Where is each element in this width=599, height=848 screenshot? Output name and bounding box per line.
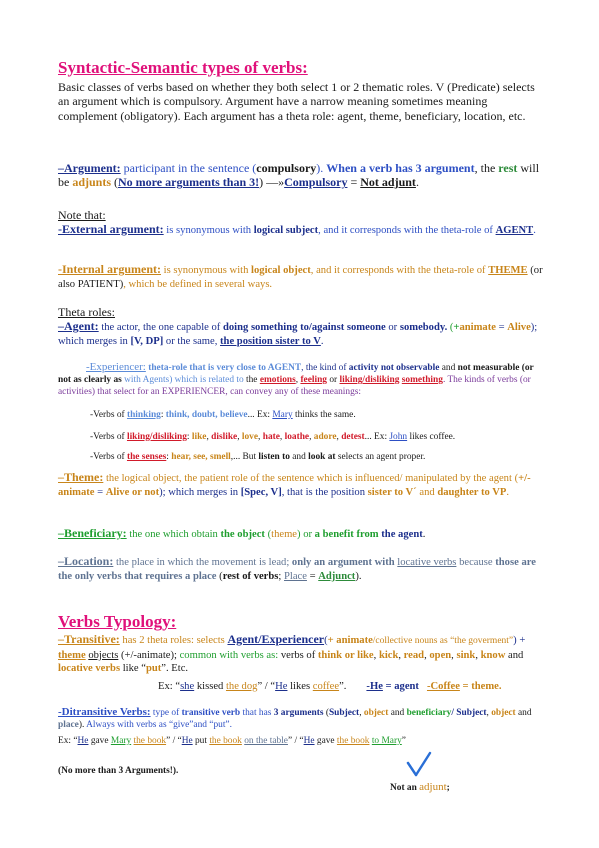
text-span: -Verbs of <box>90 452 127 462</box>
text-span: ). <box>355 570 362 582</box>
text-span: Not adjunt <box>360 175 416 190</box>
text-span: locative verbs <box>58 663 121 675</box>
text-span: or the same, <box>163 335 221 347</box>
text-span: , which be defined in several ways. <box>123 278 273 290</box>
text-span: daughter to VP <box>437 486 507 498</box>
text-span: Alive or not <box>105 486 160 498</box>
experiencer-definition <box>58 361 548 399</box>
text-span: : <box>186 432 192 442</box>
text-span: When a verb has 3 argument <box>326 161 475 175</box>
text-span: +/- animate <box>58 473 531 498</box>
text-span: likes <box>287 681 313 692</box>
text-span: ; <box>278 570 284 582</box>
text-span: -Experiencer: <box>86 361 146 373</box>
text-span: , <box>336 432 342 442</box>
text-span: –Theme: <box>58 470 104 484</box>
text-span: and <box>505 649 524 661</box>
text-span: Ex: “ <box>158 681 181 692</box>
text-span: locative verbs <box>397 557 457 568</box>
text-span: + animate <box>327 635 373 646</box>
text-span: Always with verbs as “give”and “put”. <box>86 720 232 731</box>
page-title: Syntactic-Semantic types of verbs: <box>58 58 308 77</box>
text-span: , <box>475 649 481 661</box>
theta-roles-heading: Theta roles: <box>58 305 115 319</box>
text-span: only an argument with <box>291 557 395 568</box>
text-span: ). <box>316 161 327 175</box>
text-span: Ex: “ <box>58 736 78 746</box>
text-span: ... Ex: <box>247 410 273 420</box>
text-span: ( <box>111 175 119 190</box>
text-span: theta-role that is very close to AGENT <box>145 363 302 373</box>
text-span: the one which obtain <box>126 529 221 540</box>
text-span: sink <box>456 649 476 661</box>
text-span: , <box>373 649 379 661</box>
location-definition <box>58 555 548 583</box>
text-span: is synonymous with <box>163 225 254 236</box>
text-span: compulsory <box>256 161 317 175</box>
text-span: -External argument: <box>58 222 164 236</box>
text-span: dislike <box>211 432 238 442</box>
text-span: He <box>77 736 89 746</box>
text-span: ; <box>446 783 450 793</box>
text-span: ); which merges in <box>159 486 241 498</box>
checkmark-arrow-icon <box>404 751 434 781</box>
text-span: and <box>388 708 407 718</box>
text-span: , and it corresponds with the theta-role of <box>310 265 489 276</box>
text-span: listen to <box>258 452 290 462</box>
text-span: AGENT <box>495 225 534 236</box>
text-span: He <box>275 681 288 692</box>
text-span: object <box>491 708 516 718</box>
text-span: , <box>237 432 242 442</box>
text-span: put <box>192 736 210 746</box>
text-span: ). <box>78 720 87 731</box>
text-span: type of <box>150 708 182 718</box>
text-span: , the <box>474 161 499 175</box>
text-span: the book <box>209 736 242 746</box>
text-span: the book <box>133 736 167 746</box>
text-span: ” / “ <box>166 736 182 746</box>
text-span: or <box>327 375 340 386</box>
text-span: ( <box>216 570 223 582</box>
not-an-adjunt-note <box>390 781 540 794</box>
text-span: something <box>401 375 443 386</box>
text-span: Compulsory <box>284 175 348 190</box>
text-span: , the kind of <box>301 363 349 373</box>
text-span: /collective nouns as “the goverment” <box>372 636 514 646</box>
text-span: ) + <box>513 635 526 646</box>
text-span: ( <box>264 529 272 540</box>
text-span: with Agents) which is <box>121 375 209 386</box>
text-span: think, doubt, believe <box>165 410 248 420</box>
text-span: thinking <box>126 410 161 420</box>
text-span: , <box>359 708 364 718</box>
text-span: Adjunct <box>318 570 356 582</box>
text-span: ) —» <box>259 175 285 190</box>
text-span: love <box>241 432 259 442</box>
no-more-note: (No more than 3 Arguments!). <box>58 766 179 776</box>
text-span: ( <box>447 322 454 333</box>
text-span: = <box>94 486 106 498</box>
text-span: feeling <box>300 375 327 386</box>
text-span: –Beneficiary: <box>58 526 127 540</box>
text-span: ( <box>324 635 328 646</box>
text-span: , <box>309 432 314 442</box>
external-argument-definition <box>58 223 548 238</box>
text-span: ” / “ <box>257 681 276 692</box>
text-span: put <box>145 663 162 675</box>
text-span: , <box>424 649 430 661</box>
text-span: . <box>506 486 510 498</box>
text-span: place <box>58 720 79 731</box>
text-span: the actor, the one capable of <box>98 322 223 333</box>
text-span: adjunts <box>72 175 112 190</box>
text-span: a benefit from <box>314 529 379 540</box>
text-span: Subject <box>328 708 360 718</box>
text-span: logical subject <box>253 225 319 236</box>
text-span: object <box>363 708 389 718</box>
text-span: ”. Etc. <box>161 663 189 675</box>
text-span: rest of verbs <box>222 570 279 582</box>
text-span: that has <box>240 708 274 718</box>
text-span: ” <box>401 736 406 746</box>
text-span: has 2 theta roles: selects <box>119 635 228 646</box>
text-span: He <box>181 736 193 746</box>
text-span: or <box>385 322 400 333</box>
text-span: kick <box>378 649 399 661</box>
text-span: -Coffee <box>426 681 460 692</box>
text-span: , <box>451 649 457 661</box>
text-span: (+/-animate); <box>118 649 180 661</box>
ditransitive-definition <box>58 706 548 731</box>
text-span: , <box>486 708 492 718</box>
text-span: = <box>495 322 508 333</box>
agent-definition <box>58 320 548 348</box>
text-span: [Spec, V] <box>240 486 282 498</box>
text-span: . <box>422 529 426 540</box>
text-span: gave <box>88 736 111 746</box>
ditransitive-example <box>58 735 548 747</box>
text-span: selects an agent proper. <box>335 452 426 462</box>
text-span: to Mary <box>371 736 402 746</box>
text-span: the place in which the movement is lead; <box>113 557 292 568</box>
text-span: ,... But <box>230 452 259 462</box>
text-span: / Subject <box>451 708 487 718</box>
text-span: –Transitive: <box>58 632 120 646</box>
verbs-liking-line <box>58 431 580 443</box>
text-span: is synonymous with <box>160 265 252 276</box>
text-span: on the table <box>244 736 288 746</box>
text-span: doing something to/against someone <box>222 322 386 333</box>
text-span: read <box>403 649 425 661</box>
text-span: –Agent: <box>58 319 99 333</box>
text-span: coffee <box>312 681 340 692</box>
text-span: -He <box>366 681 383 692</box>
internal-argument-definition <box>58 263 548 291</box>
text-span: ... Ex: <box>364 432 390 442</box>
text-span: + <box>453 322 460 333</box>
text-span: and <box>439 363 458 373</box>
text-span: the agent <box>381 529 423 540</box>
theme-definition <box>58 471 548 499</box>
argument-term: –Argument: <box>58 161 121 175</box>
text-span: Alive <box>507 322 531 333</box>
text-span: = <box>347 175 361 190</box>
text-span: the book <box>336 736 370 746</box>
text-span: like “ <box>120 663 146 675</box>
text-span: ); which merges in <box>58 322 538 347</box>
text-span: [V, DP] <box>130 335 164 347</box>
note-that-heading: Note that: <box>58 208 106 222</box>
text-span: . The kinds of verbs (or activities) that select for an EXPERIENCER, can convey any of these meanings: <box>58 375 531 398</box>
text-span: No more arguments than 3! <box>118 175 260 190</box>
text-span: Mary <box>272 410 293 420</box>
verbs-senses-line <box>58 451 580 463</box>
argument-definition <box>58 161 548 190</box>
text-span: -Verbs of <box>90 432 127 442</box>
text-span: participant in the sentence ( <box>120 161 257 175</box>
text-span: sister to V´ <box>367 486 417 498</box>
text-span: related to <box>208 375 244 386</box>
text-span: adore <box>313 432 337 442</box>
typology-heading: Verbs Typology: <box>58 612 177 631</box>
text-span: Place <box>284 570 307 582</box>
intro-paragraph: Basic classes of verbs based on whether they both select 1 or 2 thematic roles. V (Predicate) selects an argument which is compulsory. Argument have a narrow meaning sometimes meaning complement (obligatory). Each argument has a theta role: agent, theme, beneficiary, location, etc. <box>58 80 535 123</box>
text-span: like <box>191 432 207 442</box>
text-span: , <box>295 375 301 386</box>
text-span: , and it corresponds with the theta-role of <box>318 225 496 236</box>
text-span: the logical object, the patient role of the sentence which is influenced/ manipulated by the agent ( <box>103 473 519 484</box>
text-span: gave <box>314 736 337 746</box>
text-span: thinks the same. <box>292 410 356 420</box>
text-span: logical object <box>251 265 311 276</box>
text-span: John <box>389 432 408 442</box>
text-span: Mary <box>110 736 132 746</box>
text-span: = agent <box>382 681 419 692</box>
text-span: verbs of <box>278 649 318 661</box>
text-span: THEME <box>488 265 528 276</box>
text-span: objects <box>88 649 119 661</box>
text-span: likes coffee. <box>407 432 456 442</box>
text-span: and <box>289 452 309 462</box>
text-span: , <box>279 432 285 442</box>
text-span: common with verbs as: <box>179 649 279 661</box>
text-span: she <box>180 681 195 692</box>
text-span: (or also PATIENT) <box>58 265 543 290</box>
text-span: and <box>515 708 532 718</box>
text-span: : <box>166 452 172 462</box>
text-span: : <box>160 410 166 420</box>
transitive-definition <box>58 633 548 676</box>
text-span: liking/disliking <box>339 375 400 386</box>
text-span: open <box>429 649 452 661</box>
text-span: = <box>306 570 319 582</box>
text-span: , <box>258 432 263 442</box>
text-span: the object <box>220 529 265 540</box>
text-span: the position sister to V <box>220 335 321 347</box>
text-span: liking/disliking <box>126 432 187 442</box>
text-span: Not an <box>390 783 420 793</box>
text-span: will be <box>58 161 540 190</box>
text-span: rest <box>498 161 518 175</box>
text-span: emotions <box>259 375 296 386</box>
text-span: 3 arguments <box>273 708 324 718</box>
text-span: -Verbs of <box>90 410 127 420</box>
text-span: theme <box>271 529 298 540</box>
beneficiary-definition <box>58 527 548 542</box>
text-span: beneficiary <box>406 708 452 718</box>
transitive-example <box>158 680 558 694</box>
text-span: think or like <box>317 649 374 661</box>
text-span: look at <box>308 452 336 462</box>
text-span: -Internal argument: <box>58 262 161 276</box>
text-span: kissed <box>194 681 226 692</box>
verbs-thinking-line <box>58 409 580 421</box>
text-span: somebody. <box>399 322 448 333</box>
text-span: , <box>398 649 404 661</box>
text-span: = theme. <box>459 681 502 692</box>
text-span: He <box>303 736 315 746</box>
text-span: know <box>480 649 506 661</box>
text-span: and <box>416 486 438 498</box>
text-span: those are the only verbs that requires a place <box>58 557 536 582</box>
text-span: Agent/Experiencer <box>227 632 325 646</box>
text-span: , that is the position <box>281 486 368 498</box>
text-span: the <box>243 375 260 386</box>
text-span: the senses <box>126 452 167 462</box>
text-span: the dog <box>225 681 258 692</box>
text-span: animate <box>459 322 496 333</box>
text-span: transitive verb <box>181 708 241 718</box>
text-span: hear, see, smell <box>171 452 231 462</box>
text-span: detest <box>341 432 365 442</box>
text-span: ( <box>323 708 329 718</box>
text-span: activity not observable <box>348 363 440 373</box>
text-span: . <box>415 175 419 190</box>
text-span: loathe <box>284 432 310 442</box>
text-span: theme <box>58 649 86 661</box>
text-span: not measurable (or not as clearly as <box>58 363 534 386</box>
text-span: hate <box>262 432 280 442</box>
text-span: ”. <box>339 681 347 692</box>
text-span: . <box>533 225 536 236</box>
text-span: because <box>456 557 496 568</box>
text-span: -Ditransitive Verbs: <box>58 706 151 718</box>
text-span: –Location: <box>58 554 114 568</box>
text-span: ” / “ <box>287 736 304 746</box>
text-span: ) or <box>297 529 315 540</box>
text-span: . <box>320 335 324 347</box>
text-span: adjunt <box>419 781 447 793</box>
text-span: , <box>206 432 212 442</box>
